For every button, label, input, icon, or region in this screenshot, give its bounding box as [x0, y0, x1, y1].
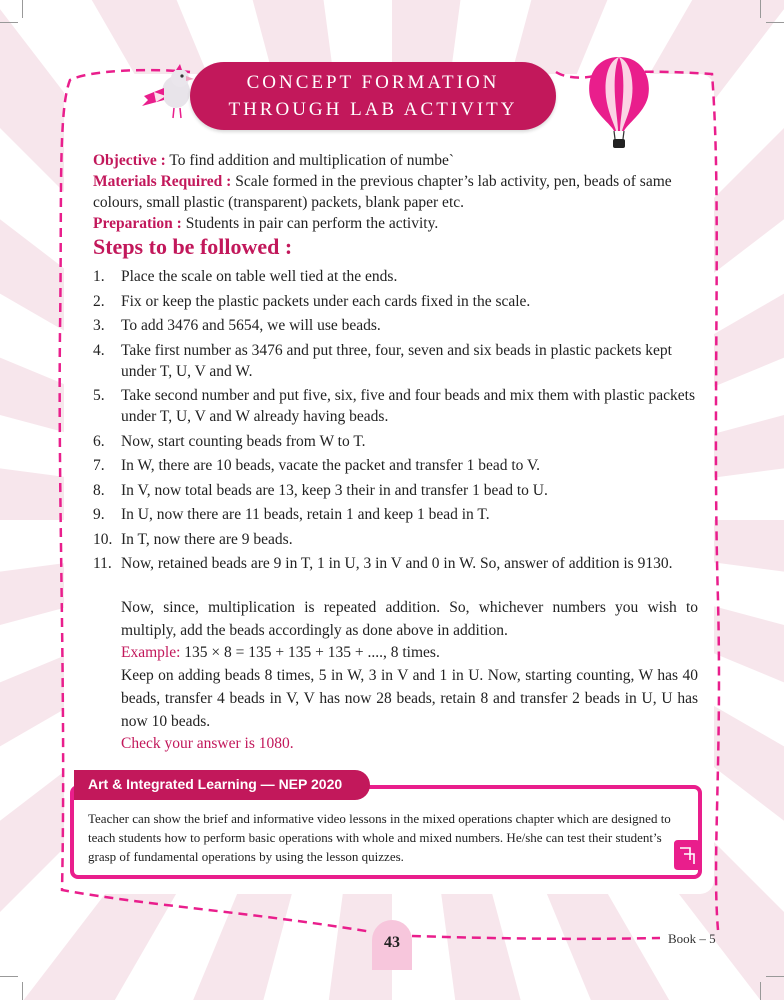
step-number: 4. — [93, 341, 105, 359]
list-item — [93, 431, 698, 452]
list-item — [93, 455, 698, 476]
list-item — [93, 480, 698, 501]
list-item — [93, 504, 698, 525]
page-number: 43 — [384, 934, 400, 951]
art-box-tab — [74, 770, 370, 800]
step-text: Now, retained beads are 9 in T, 1 in U, 3 in V and 0 in W. So, answer of addition is 9130. — [121, 555, 673, 572]
list-item — [93, 266, 698, 287]
banner-title-line-2: THROUGH LAB ACTIVITY — [228, 99, 518, 120]
step-text: Take first number as 3476 and put three, four, seven and six beads in plastic packets kept under T, U, V and W. — [121, 341, 672, 380]
step-number: 1. — [93, 268, 105, 285]
example-line — [121, 641, 698, 664]
step-number: 2. — [93, 292, 105, 310]
art-box-title: Art & Integrated Learning — NEP 2020 — [88, 776, 343, 792]
step-number: 7. — [93, 457, 105, 474]
preparation — [93, 213, 693, 234]
list-item — [93, 385, 698, 427]
check-answer: Check your answer is 1080. — [121, 735, 294, 752]
preparation-label: Preparation : — [93, 215, 182, 232]
step-text: In W, there are 10 beads, vacate the packet and transfer 1 bead to V. — [121, 457, 541, 474]
materials-text: Scale formed in the previous chapter’s lab activity, pen, beads of same colours, small plastic (transparent) packets, blank paper etc. — [93, 173, 672, 211]
step-number: 10. — [93, 530, 113, 548]
hot-air-balloon-icon — [584, 55, 654, 151]
list-item — [93, 529, 698, 550]
step-text: Take second number and put five, six, five and four beads and mix them with plastic packets under T, U, V and W already having beads. — [121, 387, 695, 425]
activity-banner — [190, 62, 556, 130]
list-item — [93, 340, 698, 382]
step-text: Place the scale on table well tied at the ends. — [121, 268, 398, 285]
step-text: To add 3476 and 5654, we will use beads. — [121, 317, 381, 334]
step-text: In V, now total beads are 13, keep 3 their in and transfer 1 bead to U. — [121, 481, 548, 499]
step-number: 11. — [93, 555, 112, 572]
list-item — [93, 291, 698, 312]
step-text: Fix or keep the plastic packets under each cards fixed in the scale. — [121, 292, 531, 310]
list-item — [93, 315, 698, 336]
keep-adding-paragraph: Keep on adding beads 8 times, 5 in W, 3 in V and 1 in U. Now, starting counting, W has 40 beads, transfer 4 beads in V, V has now 28 beads, retain 8 and transfer 2 beads in U, U has now 10 beads. — [121, 667, 698, 730]
objective-text: To find addition and multiplication of numbe` — [165, 152, 455, 169]
materials-label: Materials Required : — [93, 173, 232, 190]
step-number: 8. — [93, 481, 105, 499]
objective — [93, 150, 693, 171]
step-number: 9. — [93, 506, 105, 523]
steps-heading: Steps to be followed : — [93, 234, 293, 259]
steps-list — [93, 266, 698, 578]
step-text: In T, now there are 9 beads. — [121, 530, 293, 548]
art-box-text: Teacher can show the brief and informative video lessons in the mixed operations chapter which are designed to teach students how to perform basic operations with whole and mixed numbers. He/she can test their student’s grasp of fundamental operations by using the lesson quizzes. — [88, 811, 671, 864]
step-text: In U, now there are 11 beads, retain 1 and keep 1 bead in T. — [121, 506, 490, 523]
list-item — [93, 553, 698, 574]
book-label: Book – 5 — [668, 931, 716, 946]
materials-required — [93, 171, 683, 213]
example-text: 135 × 8 = 135 + 135 + 135 + ...., 8 times. — [180, 644, 440, 661]
example-label: Example: — [121, 644, 181, 661]
step-number: 5. — [93, 387, 105, 404]
step-text: Now, start counting beads from W to T. — [121, 432, 366, 450]
banner-title-line-1: CONCEPT FORMATION — [246, 72, 500, 93]
preparation-text: Students in pair can perform the activity. — [181, 215, 439, 232]
corner-ornament-icon — [672, 838, 702, 874]
step-number: 3. — [93, 317, 105, 334]
step-number: 6. — [93, 432, 105, 450]
objective-label: Objective : — [93, 152, 166, 169]
multiplication-paragraph: Now, since, multiplication is repeated addition. So, whichever numbers you wish to multiply, add the beads accordingly as done above in addition. — [121, 599, 698, 639]
